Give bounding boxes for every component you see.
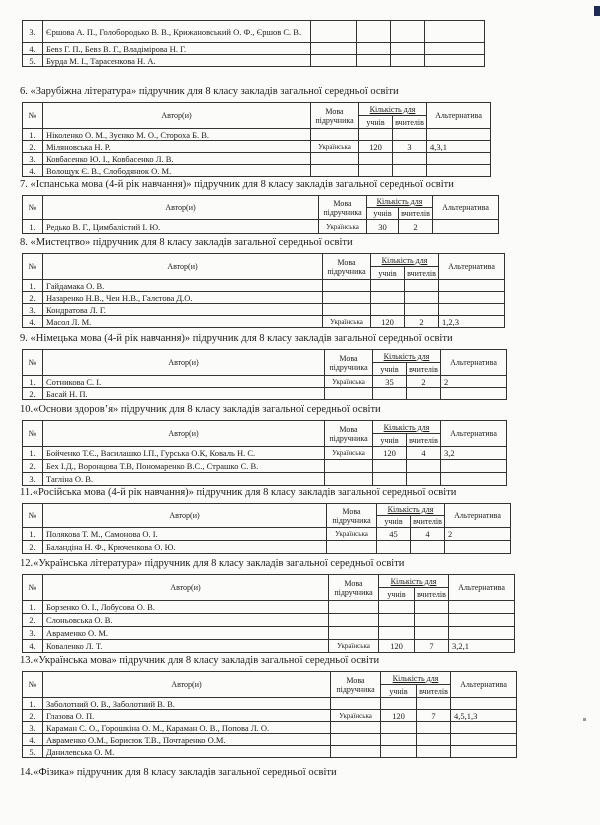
row-language [325, 460, 373, 473]
textbook-table [22, 102, 491, 177]
row-number: 1. [23, 129, 43, 141]
header-author: Автор(и) [43, 103, 311, 129]
row-alternative: 2 [445, 528, 511, 541]
row-number: 5. [23, 55, 43, 67]
row-alternative: 3,2,1 [449, 640, 515, 653]
table-row [23, 43, 485, 55]
row-author: Кондратова Л. Г. [43, 304, 323, 316]
row-author: Бурда М. І., Тарасенкова Н. А. [43, 55, 311, 67]
row-number: 2. [23, 388, 43, 400]
row-author: Баландіна Н. Ф., Крюченкова О. Ю. [43, 541, 327, 554]
row-students-count [357, 43, 391, 55]
row-language [311, 55, 357, 67]
table-row [23, 21, 485, 43]
row-number: 5. [23, 746, 43, 758]
row-author: Коваленко Л. Т. [43, 640, 329, 653]
row-alternative [425, 21, 485, 43]
section-title: 6. «Зарубіжна література» підручник для 8 класу закладів загальної середньої освіти [20, 86, 399, 97]
header-quantity: Кількість для [371, 254, 439, 267]
row-language: Українська [329, 640, 379, 653]
row-author: Караман С. О., Горошкіна О. М., Караман О. В., Попова Л. О. [43, 722, 331, 734]
row-teachers-count [417, 722, 451, 734]
table-row [23, 734, 517, 746]
header-students: учнів [381, 685, 417, 698]
row-teachers-count [393, 153, 427, 165]
row-alternative [441, 460, 507, 473]
row-author: Авраменко О.М., Борисюк Т.В., Почтаренко О.М. [43, 734, 331, 746]
header-students: учнів [373, 363, 407, 376]
row-teachers-count: 4 [411, 528, 445, 541]
table-row [23, 141, 491, 153]
row-author: Бевз Г. П., Бевз В. Г., Владімірова Н. Г. [43, 43, 311, 55]
header-alternative: Альтернатива [451, 672, 517, 698]
header-alternative: Альтернатива [445, 504, 511, 528]
header-author: Автор(и) [43, 254, 323, 280]
row-language [323, 292, 371, 304]
row-number: 4. [23, 734, 43, 746]
header-quantity: Кількість для [367, 196, 433, 208]
row-author: Єршова А. П., Голобородько В. В., Крижановський О. Ф., Єршов С. В. [43, 21, 311, 43]
header-students: учнів [367, 208, 399, 220]
row-students-count: 120 [371, 316, 405, 328]
section-title: 12.«Українська література» підручник для 8 класу закладів загальної середньої освіти [20, 558, 405, 569]
row-language [331, 698, 381, 710]
row-students-count [373, 388, 407, 400]
row-language: Українська [319, 220, 367, 234]
row-teachers-count: 3 [393, 141, 427, 153]
section-title: 11.«Російська мова (4-й рік навчання)» підручник для 8 класу закладів загальної середньої освіти [20, 487, 457, 498]
row-alternative [427, 165, 491, 177]
row-teachers-count [391, 21, 425, 43]
row-teachers-count [405, 304, 439, 316]
row-students-count [379, 627, 415, 640]
table-row [23, 220, 499, 234]
table-row [23, 460, 507, 473]
row-language: Українська [311, 141, 359, 153]
header-teachers: вчителів [393, 116, 427, 129]
table-row [23, 746, 517, 758]
row-language: Українська [325, 447, 373, 460]
row-language [329, 627, 379, 640]
row-number: 1. [23, 698, 43, 710]
row-teachers-count [415, 614, 449, 627]
header-alternative: Альтернатива [433, 196, 499, 220]
table-row [23, 473, 507, 486]
row-language [311, 165, 359, 177]
table-row [23, 165, 491, 177]
table-header-row [23, 672, 517, 685]
section-title: 14.«Фізика» підручник для 8 класу закладів загальної середньої освіти [20, 767, 337, 778]
row-students-count: 120 [373, 447, 407, 460]
section-title: 13.«Українська мова» підручник для 8 класу закладів загальної середньої освіти [20, 655, 380, 666]
row-number: 2. [23, 292, 43, 304]
row-alternative [439, 304, 505, 316]
row-author: Редько В. Г., Цимбалістий І. Ю. [43, 220, 319, 234]
header-students: учнів [373, 434, 407, 447]
row-language [329, 614, 379, 627]
row-alternative [441, 473, 507, 486]
row-number: 3. [23, 21, 43, 43]
row-number: 2. [23, 460, 43, 473]
row-teachers-count [417, 698, 451, 710]
row-language: Українська [323, 316, 371, 328]
row-alternative [427, 153, 491, 165]
row-teachers-count [391, 55, 425, 67]
row-alternative [449, 627, 515, 640]
row-number: 2. [23, 141, 43, 153]
table-row [23, 698, 517, 710]
row-number: 2. [23, 710, 43, 722]
row-language [311, 153, 359, 165]
header-quantity: Кількість для [377, 504, 445, 516]
row-author: Данилевська О. М. [43, 746, 331, 758]
row-alternative [451, 734, 517, 746]
header-language: Мова підручника [325, 350, 373, 376]
row-number: 2. [23, 614, 43, 627]
row-author: Глазова О. П. [43, 710, 331, 722]
row-alternative [449, 614, 515, 627]
row-number: 4. [23, 165, 43, 177]
row-students-count [359, 129, 393, 141]
header-students: учнів [359, 116, 393, 129]
row-students-count: 45 [377, 528, 411, 541]
row-teachers-count: 2 [405, 316, 439, 328]
row-language: Українська [331, 710, 381, 722]
textbook-table [22, 349, 507, 400]
table-row [23, 304, 505, 316]
row-teachers-count [415, 601, 449, 614]
table-header-row [23, 254, 505, 267]
header-number: № [23, 421, 43, 447]
row-teachers-count [393, 165, 427, 177]
header-author: Автор(и) [43, 672, 331, 698]
row-author: Бойченко Т.Є., Василашко І.П., Гурська О.К, Коваль Н. С. [43, 447, 325, 460]
row-students-count [379, 601, 415, 614]
row-number: 1. [23, 220, 43, 234]
row-author: Полякова Т. М., Самонова О. І. [43, 528, 327, 541]
row-alternative: 3,2 [441, 447, 507, 460]
table-header-row [23, 196, 499, 208]
row-alternative [439, 292, 505, 304]
row-number: 1. [23, 447, 43, 460]
header-language: Мова підручника [311, 103, 359, 129]
row-author: Заболотний О. В., Заболотний В. В. [43, 698, 331, 710]
table-row [23, 601, 515, 614]
header-language: Мова підручника [319, 196, 367, 220]
header-number: № [23, 196, 43, 220]
row-students-count [359, 165, 393, 177]
scan-speck [583, 718, 586, 721]
row-alternative [425, 55, 485, 67]
row-students-count [379, 614, 415, 627]
header-number: № [23, 575, 43, 601]
header-author: Автор(и) [43, 504, 327, 528]
row-alternative: 1,2,3 [439, 316, 505, 328]
row-author: Сотникова С. І. [43, 376, 325, 388]
row-language [325, 388, 373, 400]
header-students: учнів [371, 267, 405, 280]
header-quantity: Кількість для [381, 672, 451, 685]
row-author: Міляновська Н. Р. [43, 141, 311, 153]
row-language [311, 21, 357, 43]
header-quantity: Кількість для [373, 350, 441, 363]
row-students-count [371, 292, 405, 304]
row-alternative [433, 220, 499, 234]
textbook-table [22, 503, 511, 554]
header-alternative: Альтернатива [427, 103, 491, 129]
table-row [23, 316, 505, 328]
row-language: Українська [325, 376, 373, 388]
row-number: 1. [23, 376, 43, 388]
header-quantity: Кількість для [379, 575, 449, 588]
row-author: Басай Н. П. [43, 388, 325, 400]
row-number: 3. [23, 627, 43, 640]
header-author: Автор(и) [43, 421, 325, 447]
row-teachers-count: 2 [407, 376, 441, 388]
row-number: 1. [23, 601, 43, 614]
row-teachers-count [405, 292, 439, 304]
table-header-row [23, 350, 507, 363]
table-row [23, 627, 515, 640]
row-teachers-count [393, 129, 427, 141]
row-teachers-count: 4 [407, 447, 441, 460]
row-alternative: 4,3,1 [427, 141, 491, 153]
row-number: 1. [23, 280, 43, 292]
row-alternative [449, 601, 515, 614]
row-number: 4. [23, 43, 43, 55]
header-number: № [23, 672, 43, 698]
section-title: 8. «Мистецтво» підручник для 8 класу закладів загальної середньої освіти [20, 237, 353, 248]
row-number: 4. [23, 316, 43, 328]
row-teachers-count: 2 [399, 220, 433, 234]
header-language: Мова підручника [329, 575, 379, 601]
row-language [331, 746, 381, 758]
row-students-count [359, 153, 393, 165]
header-number: № [23, 350, 43, 376]
row-students-count [357, 21, 391, 43]
row-teachers-count [407, 460, 441, 473]
table-row [23, 640, 515, 653]
row-alternative [425, 43, 485, 55]
textbook-table [22, 253, 505, 328]
row-students-count: 35 [373, 376, 407, 388]
textbook-table [22, 671, 517, 758]
table-row [23, 129, 491, 141]
row-number: 1. [23, 528, 43, 541]
row-alternative [451, 698, 517, 710]
row-number: 4. [23, 640, 43, 653]
row-students-count [371, 280, 405, 292]
header-teachers: вчителів [407, 434, 441, 447]
textbook-table [22, 20, 485, 67]
row-alternative [439, 280, 505, 292]
header-number: № [23, 103, 43, 129]
row-language [331, 722, 381, 734]
row-students-count [357, 55, 391, 67]
row-students-count: 30 [367, 220, 399, 234]
row-author: Гайдамака О. В. [43, 280, 323, 292]
textbook-table [22, 195, 499, 234]
table-row [23, 614, 515, 627]
table-row [23, 710, 517, 722]
row-number: 2. [23, 541, 43, 554]
row-alternative [427, 129, 491, 141]
row-alternative: 2 [441, 376, 507, 388]
header-author: Автор(и) [43, 350, 325, 376]
header-teachers: вчителів [417, 685, 451, 698]
row-teachers-count [411, 541, 445, 554]
row-students-count [371, 304, 405, 316]
header-quantity: Кількість для [359, 103, 427, 116]
row-author: Волощук Є. В., Слободянюк О. М. [43, 165, 311, 177]
row-language [311, 129, 359, 141]
header-language: Мова підручника [331, 672, 381, 698]
header-number: № [23, 504, 43, 528]
table-row [23, 528, 511, 541]
row-teachers-count [417, 734, 451, 746]
table-header-row [23, 504, 511, 516]
table-row [23, 376, 507, 388]
row-students-count [381, 734, 417, 746]
table-row [23, 722, 517, 734]
row-language [329, 601, 379, 614]
row-author: Тагліна О. В. [43, 473, 325, 486]
page-corner-mark [594, 6, 600, 16]
row-language [325, 473, 373, 486]
row-teachers-count [415, 627, 449, 640]
header-language: Мова підручника [323, 254, 371, 280]
table-row [23, 388, 507, 400]
row-students-count [381, 722, 417, 734]
table-row [23, 447, 507, 460]
row-language: Українська [327, 528, 377, 541]
row-number: 3. [23, 304, 43, 316]
header-alternative: Альтернатива [439, 254, 505, 280]
table-row [23, 280, 505, 292]
row-students-count [377, 541, 411, 554]
table-row [23, 541, 511, 554]
section-title: 10.«Основи здоров’я» підручник для 8 класу закладів загальної середньої освіти [20, 404, 381, 415]
row-teachers-count [407, 473, 441, 486]
row-students-count [373, 460, 407, 473]
row-author: Масол Л. М. [43, 316, 323, 328]
row-teachers-count [407, 388, 441, 400]
row-alternative [451, 746, 517, 758]
row-author: Борзенко О. І., Лобусова О. В. [43, 601, 329, 614]
header-teachers: вчителів [415, 588, 449, 601]
row-language [323, 280, 371, 292]
row-students-count: 120 [359, 141, 393, 153]
header-author: Автор(и) [43, 196, 319, 220]
header-alternative: Альтернатива [441, 421, 507, 447]
row-teachers-count: 7 [415, 640, 449, 653]
row-students-count [381, 746, 417, 758]
row-students-count: 120 [381, 710, 417, 722]
row-author: Авраменко О. М. [43, 627, 329, 640]
row-number: 3. [23, 722, 43, 734]
header-language: Мова підручника [325, 421, 373, 447]
table-row [23, 55, 485, 67]
header-quantity: Кількість для [373, 421, 441, 434]
row-language [311, 43, 357, 55]
textbook-table [22, 574, 515, 653]
textbook-table [22, 420, 507, 486]
row-teachers-count: 7 [417, 710, 451, 722]
section-title: 9. «Німецька мова (4-й рік навчання)» підручник для 8 класу закладів загальної середньої освіти [20, 333, 453, 344]
header-students: учнів [379, 588, 415, 601]
header-alternative: Альтернатива [441, 350, 507, 376]
row-alternative [451, 722, 517, 734]
header-number: № [23, 254, 43, 280]
header-language: Мова підручника [327, 504, 377, 528]
table-header-row [23, 421, 507, 434]
row-language [323, 304, 371, 316]
section-title: 7. «Іспанська мова (4-й рік навчання)» підручник для 8 класу закладів загальної середньої освіти [20, 179, 454, 190]
row-author: Бех І.Д., Воронцова Т.В, Пономаренко В.С., Страшко С. В. [43, 460, 325, 473]
row-author: Назаренко Н.В., Чен Н.В., Галєтова Д.О. [43, 292, 323, 304]
row-number: 3. [23, 153, 43, 165]
header-alternative: Альтернатива [449, 575, 515, 601]
header-teachers: вчителів [407, 363, 441, 376]
header-author: Автор(и) [43, 575, 329, 601]
row-students-count [381, 698, 417, 710]
row-language [331, 734, 381, 746]
row-number: 3. [23, 473, 43, 486]
table-row [23, 153, 491, 165]
header-teachers: вчителів [411, 516, 445, 528]
row-alternative [441, 388, 507, 400]
table-header-row [23, 575, 515, 588]
row-teachers-count [405, 280, 439, 292]
row-students-count [373, 473, 407, 486]
header-teachers: вчителів [405, 267, 439, 280]
row-language [327, 541, 377, 554]
row-alternative: 4,5,1,3 [451, 710, 517, 722]
row-teachers-count [417, 746, 451, 758]
table-header-row [23, 103, 491, 116]
row-teachers-count [391, 43, 425, 55]
row-author: Ніколенко О. М., Зуєнко М. О., Стороха Б. В. [43, 129, 311, 141]
row-students-count: 120 [379, 640, 415, 653]
row-alternative [445, 541, 511, 554]
header-teachers: вчителів [399, 208, 433, 220]
table-row [23, 292, 505, 304]
row-author: Ковбасенко Ю. І., Ковбасенко Л. В. [43, 153, 311, 165]
header-students: учнів [377, 516, 411, 528]
row-author: Слоньовська О. В. [43, 614, 329, 627]
